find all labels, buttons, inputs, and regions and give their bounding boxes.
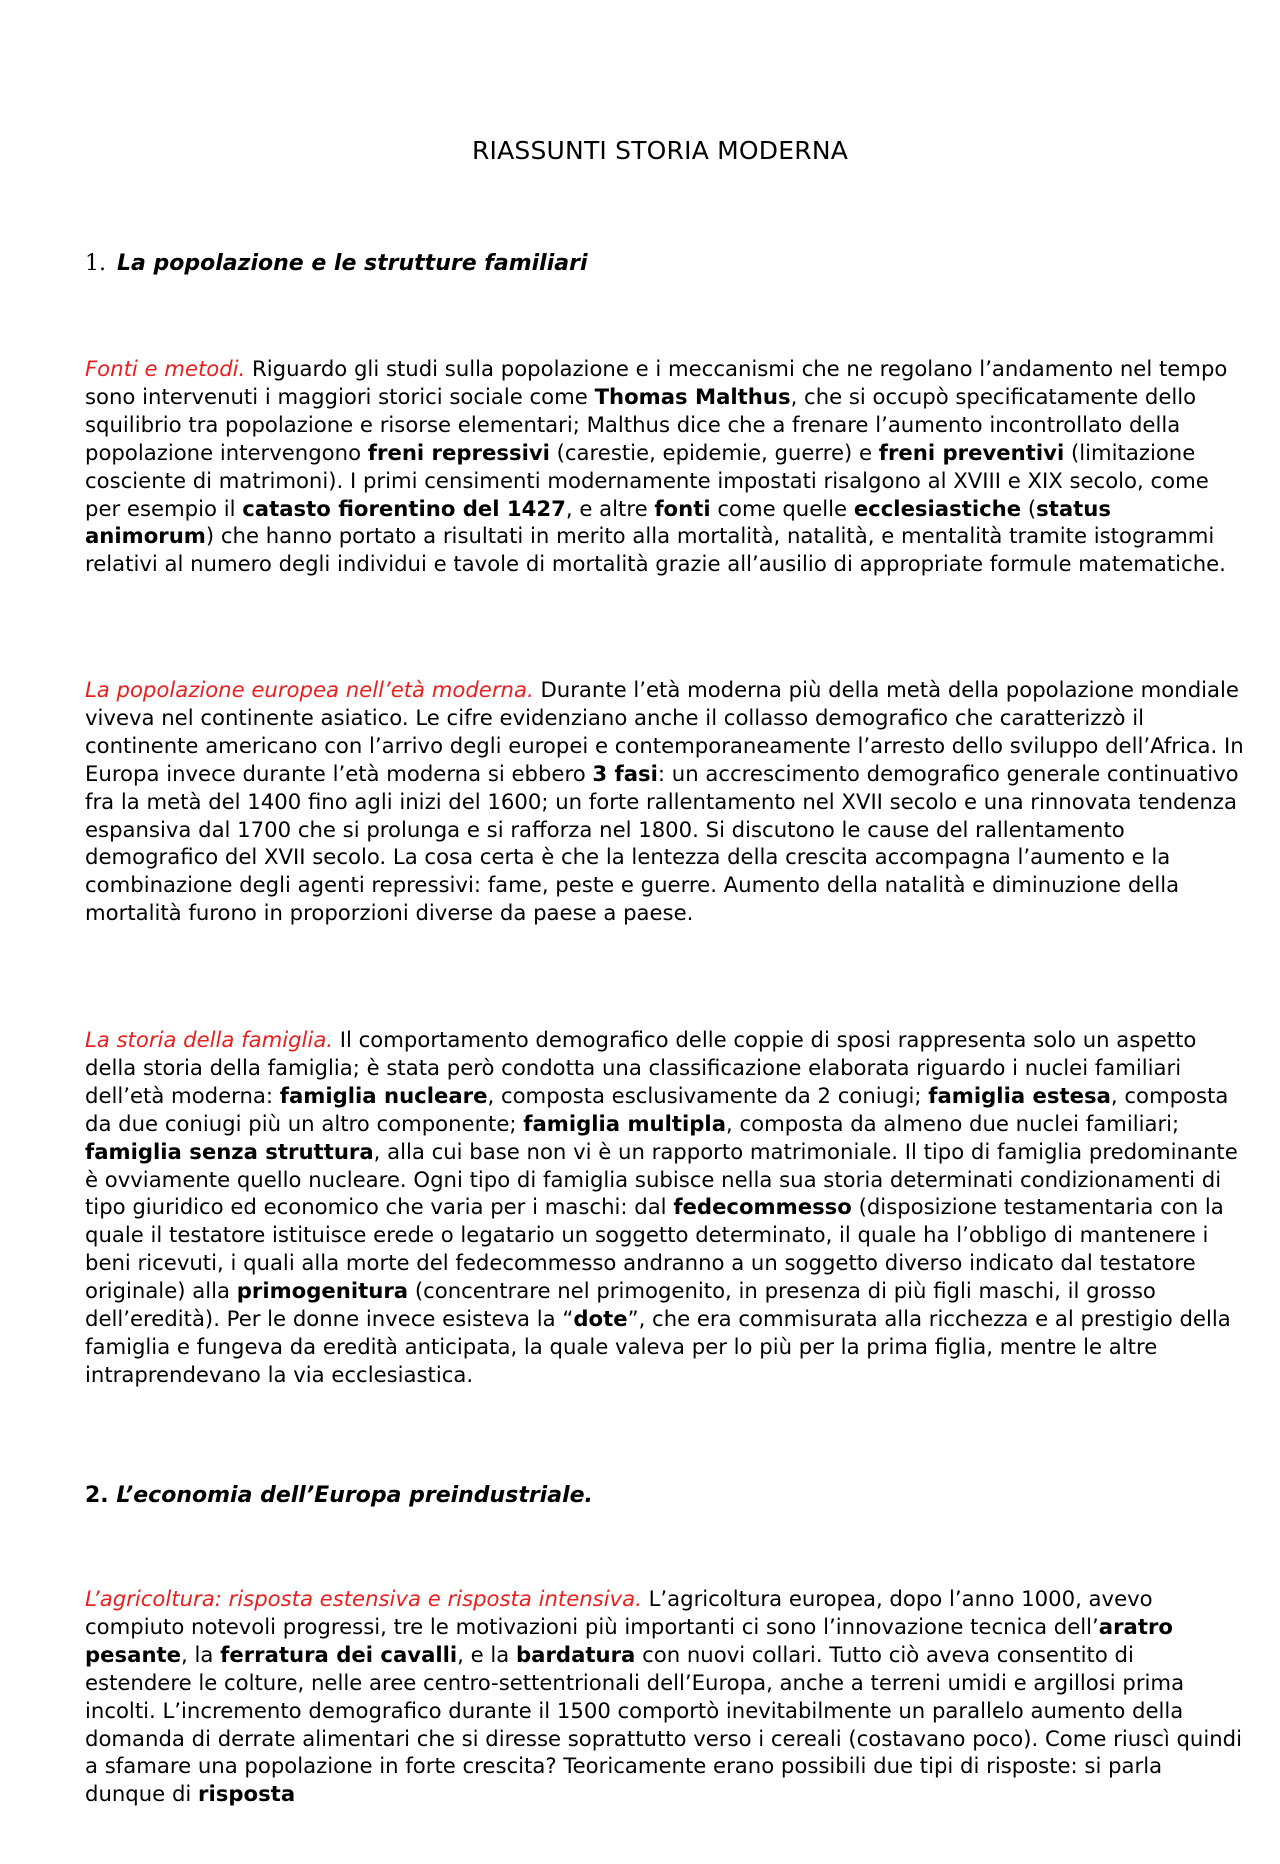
text-run: : un accrescimento demografico generale continuativo fra la metà del 1400 fino agli inizi del 1600; un forte rallentamento nel XVII secolo e una rinnovata tendenza espansiva dal 1700 che si prolunga e si rafforza nel 1800. Si discutono le cause del rallentamento demografico del XVII secolo. La cosa certa è che la lentezza della crescita accompagna l’aumento e la combinazione degli agenti repressivi: fame, peste e guerre. Aumento della natalità e diminuzione della mortalità furono in proporzioni diverse da paese a paese. xyxy=(85,760,1239,926)
paragraph-lead: La storia della famiglia. xyxy=(85,1027,334,1052)
text-run: , la xyxy=(181,1641,221,1667)
text-run: Durante l’età moderna più della metà della popolazione mondiale viveva nel continente asiatico. Le cifre evidenziano anche il collasso demografico che caratterizzò il continente americano con l’arrivo degli europei e contemporaneamente l’arresto dello sviluppo dell’Africa. In Europa invece durante l’età moderna si ebbero xyxy=(85,677,1244,786)
paragraph-agricoltura xyxy=(85,1585,1245,1808)
bold-term: ecclesiastiche xyxy=(853,495,1022,521)
text-run: , che si occupò specificatamente dello squilibrio tra popolazione e risorse elementari; Malthus dice che a frenare l’aumento incontrollato della popolazione intervengono xyxy=(85,383,1197,465)
text-run: ) che hanno portato a risultati in merito alla mortalità, natalità, e mentalità tramite istogrammi relativi al numero degli individui e tavole di mortalità grazie all’ausilio di appropriate formule matematiche. xyxy=(85,523,1226,577)
bold-term: famiglia nucleare xyxy=(279,1082,488,1108)
section-heading-1 xyxy=(85,251,588,276)
text-run: ( xyxy=(1021,495,1037,521)
text-run: (disposizione testamentaria con la quale il testatore istituisce erede o legatario un soggetto determinato, il quale ha l’obbligo di mantenere i beni ricevuti, i quali alla morte del fedecommesso andranno a un soggetto diverso indicato dal testatore originale) alla xyxy=(85,1194,1224,1304)
bold-term: freni preventivi xyxy=(878,439,1065,465)
text-run: (limitazione cosciente di matrimoni). I primi censimenti modernamente impostati risalgono al XVIII e XIX secolo, come per esempio il xyxy=(85,439,1209,521)
bold-term: primogenitura xyxy=(236,1278,409,1304)
bold-term: fonti xyxy=(654,495,711,521)
text-run: , e altre xyxy=(565,495,655,521)
paragraph-lead: La popolazione europea nell’età moderna. xyxy=(85,677,534,702)
bold-term: famiglia estesa xyxy=(928,1082,1111,1108)
text-run: , e la xyxy=(457,1641,517,1667)
text-run: Il comportamento demografico delle coppie di sposi rappresenta solo un aspetto della storia della famiglia; è stata però condotta una classificazione elaborata riguardo i nuclei familiari dell’età moderna: xyxy=(85,1027,1197,1108)
section-heading-2 xyxy=(85,1483,593,1508)
paragraph-storia-famiglia xyxy=(85,1026,1245,1389)
bold-term: famiglia senza struttura xyxy=(85,1138,374,1164)
section-number: 1. xyxy=(85,251,106,276)
text-run: , composta da due coniugi più un altro componente; xyxy=(85,1082,1229,1136)
text-run: , composta da almeno due nuclei familiari; xyxy=(726,1110,1180,1136)
paragraph-lead: Fonti e metodi. xyxy=(85,356,246,381)
text-run: Riguardo gli studi sulla popolazione e i meccanismi che ne regolano l’andamento nel tempo sono intervenuti i maggiori storici sociale come xyxy=(85,356,1228,409)
paragraph-fonti-e-metodi xyxy=(85,355,1245,578)
text-run: come quelle xyxy=(710,495,854,521)
bold-term: aratro pesante xyxy=(85,1613,1173,1667)
bold-term: 3 fasi xyxy=(592,760,658,786)
text-run: L’agricoltura europea, dopo l’anno 1000, avevo compiuto notevoli progressi, tre le motivazioni più importanti ci sono l’innovazione tecnica dell’ xyxy=(85,1586,1153,1639)
bold-term: Thomas Malthus xyxy=(594,383,791,409)
bold-term: catasto fiorentino del 1427 xyxy=(242,495,566,521)
bold-term: fedecommesso xyxy=(673,1194,852,1220)
text-run: (carestie, epidemie, guerre) e xyxy=(549,439,879,465)
bold-term: ferratura dei cavalli xyxy=(220,1641,458,1667)
bold-term: freni repressivi xyxy=(367,439,550,465)
paragraph-popolazione-europea xyxy=(85,676,1245,927)
bold-term: famiglia multipla xyxy=(523,1110,726,1136)
bold-term: dote xyxy=(573,1306,628,1332)
bold-term: risposta xyxy=(198,1781,296,1807)
bold-term: status animorum xyxy=(85,495,1112,549)
document-title: RIASSUNTI STORIA MODERNA xyxy=(471,136,849,165)
text-run: con nuovi collari. Tutto ciò aveva consentito di estendere le colture, nelle aree centro-settentrionali dell’Europa, anche a terreni umidi e argillosi prima incolti. L’incremento demografico durante il 1500 comportò inevitabilmente un parallelo aumento della domanda di derrate alimentari che si diresse soprattutto verso i cereali (costavano poco). Come riuscì quindi a sfamare una popolazione in forte crescita? Teoricamente erano possibili due tipi di risposte: si parla dunque di xyxy=(85,1641,1242,1807)
section-title: L’economia dell’Europa preindustriale. xyxy=(116,1483,593,1508)
text-run: (concentrare nel primogenito, in presenza di più figli maschi, il grosso dell’eredità). Per le donne invece esisteva la “ xyxy=(85,1278,1156,1332)
section-title: La popolazione e le strutture familiari xyxy=(117,251,588,276)
section-number: 2. xyxy=(85,1483,109,1508)
text-run: ”, che era commisurata alla ricchezza e al prestigio della famiglia e fungeva da eredità anticipata, la quale valeva per lo più per la prima figlia, mentre le altre intraprendevano la via ecclesiastica. xyxy=(85,1306,1231,1387)
paragraph-lead: L’agricoltura: risposta estensiva e risposta intensiva. xyxy=(85,1586,642,1611)
text-run: , composta esclusivamente da 2 coniugi; xyxy=(487,1082,929,1108)
text-run: , alla cui base non vi è un rapporto matrimoniale. Il tipo di famiglia predominante è ovviamente quello nucleare. Ogni tipo di famiglia subisce nella sua storia determinati condizionamenti di tipo giuridico ed economico che varia per i maschi: dal xyxy=(85,1138,1238,1220)
bold-term: bardatura xyxy=(516,1641,636,1667)
